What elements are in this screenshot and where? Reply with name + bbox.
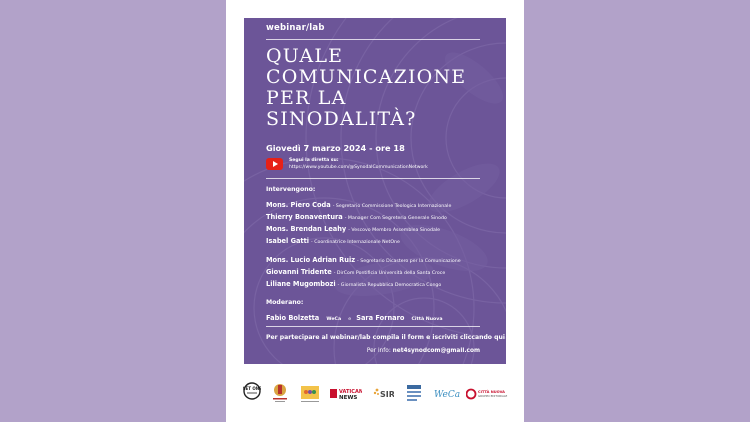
speaker-role: - Segretario Commissione Teologica Internazionale <box>332 204 452 209</box>
speaker-role: - Vescovo Membro Assemblea Sinodale <box>348 228 441 233</box>
info-label: Per info: <box>366 348 391 354</box>
speaker-role: - Segretario Dicastero per la Comunicazione <box>357 259 461 264</box>
title-line: SINODALITÀ? <box>266 108 417 130</box>
moderators-row <box>266 310 443 325</box>
speaker-name: Thierry Bonaventura <box>266 213 343 221</box>
weca-logo <box>433 381 461 407</box>
poster-title <box>266 46 466 130</box>
webinar-poster <box>244 18 506 364</box>
weca-logo-text: WeCa <box>434 390 461 400</box>
speaker-role: - Coordinatrice Internazionale NetOne <box>311 240 400 245</box>
speaker-name: Isabel Gatti <box>266 237 310 245</box>
speaker-name: Liliane Mugombozi <box>266 280 336 288</box>
divider <box>266 39 480 40</box>
netone-logo-text: NET ONE <box>243 386 261 391</box>
speaker-name: Mons. Lucio Adrian Ruiz <box>266 256 356 264</box>
live-label: Segui la diretta su: <box>289 158 339 163</box>
moderator-org: Città Nuova <box>411 317 443 322</box>
speaker-role: - Manager Com Segreteria Generale Sinodo <box>344 216 447 221</box>
citta-nuova-logo-text: CITTÀ NUOVA <box>478 390 505 394</box>
speaker-role: - Giornalista Repubblica Democratica Congo <box>337 283 442 288</box>
dicastery-seal-logo <box>270 381 290 407</box>
partner-logos <box>240 381 512 407</box>
moderator-org: WeCa <box>326 317 342 322</box>
speaker-role: - DirCom Pontificia Università della Santa Croce <box>333 271 446 276</box>
info-email-link[interactable]: net4synodcom@gmail.com <box>392 348 480 354</box>
youtube-icon[interactable] <box>266 158 283 170</box>
vatican-news-logo-text: NEWS <box>339 395 358 401</box>
sir-logo <box>372 381 394 407</box>
netone-logo <box>243 381 261 407</box>
sir-logo-text: SIR <box>380 390 394 399</box>
eyebrow-label: webinar/lab <box>266 23 325 33</box>
speaker-name: Giovanni Tridente <box>266 268 332 276</box>
speaker-name: Mons. Brendan Leahy <box>266 225 347 233</box>
citta-nuova-logo <box>466 381 512 407</box>
speaker-name: Mons. Piero Coda <box>266 201 331 209</box>
speakers-label: Intervengono: <box>266 186 316 193</box>
divider <box>266 326 480 327</box>
vatican-news-logo <box>330 381 362 407</box>
moderators-label: Moderano: <box>266 299 304 306</box>
divider <box>266 178 480 179</box>
moderator-conjunction: e <box>348 317 352 322</box>
registration-link[interactable]: Per partecipare al webinar/lab compila il form e iscriviti cliccando qui <box>266 334 505 341</box>
live-url-link[interactable]: https://www.youtube.com/@SynodalCommunicationNetwork <box>289 165 428 170</box>
speaker-row <box>266 276 441 291</box>
moderator-name: Sara Fornaro <box>356 314 405 322</box>
title-line: COMUNICAZIONE <box>266 66 467 88</box>
university-logo <box>404 381 426 407</box>
vatican-news-logo-text: VATICAN <box>339 389 362 395</box>
synod-logo <box>298 381 322 407</box>
title-line: PER LA <box>266 87 347 109</box>
info-line <box>367 348 480 354</box>
speaker-row <box>266 233 400 248</box>
event-date: Giovedì 7 marzo 2024 - ore 18 <box>266 143 405 153</box>
citta-nuova-logo-text: GRUPPO EDITORIALE <box>478 394 508 398</box>
title-line: QUALE <box>266 45 344 67</box>
moderator-name: Fabio Bolzetta <box>266 314 320 322</box>
